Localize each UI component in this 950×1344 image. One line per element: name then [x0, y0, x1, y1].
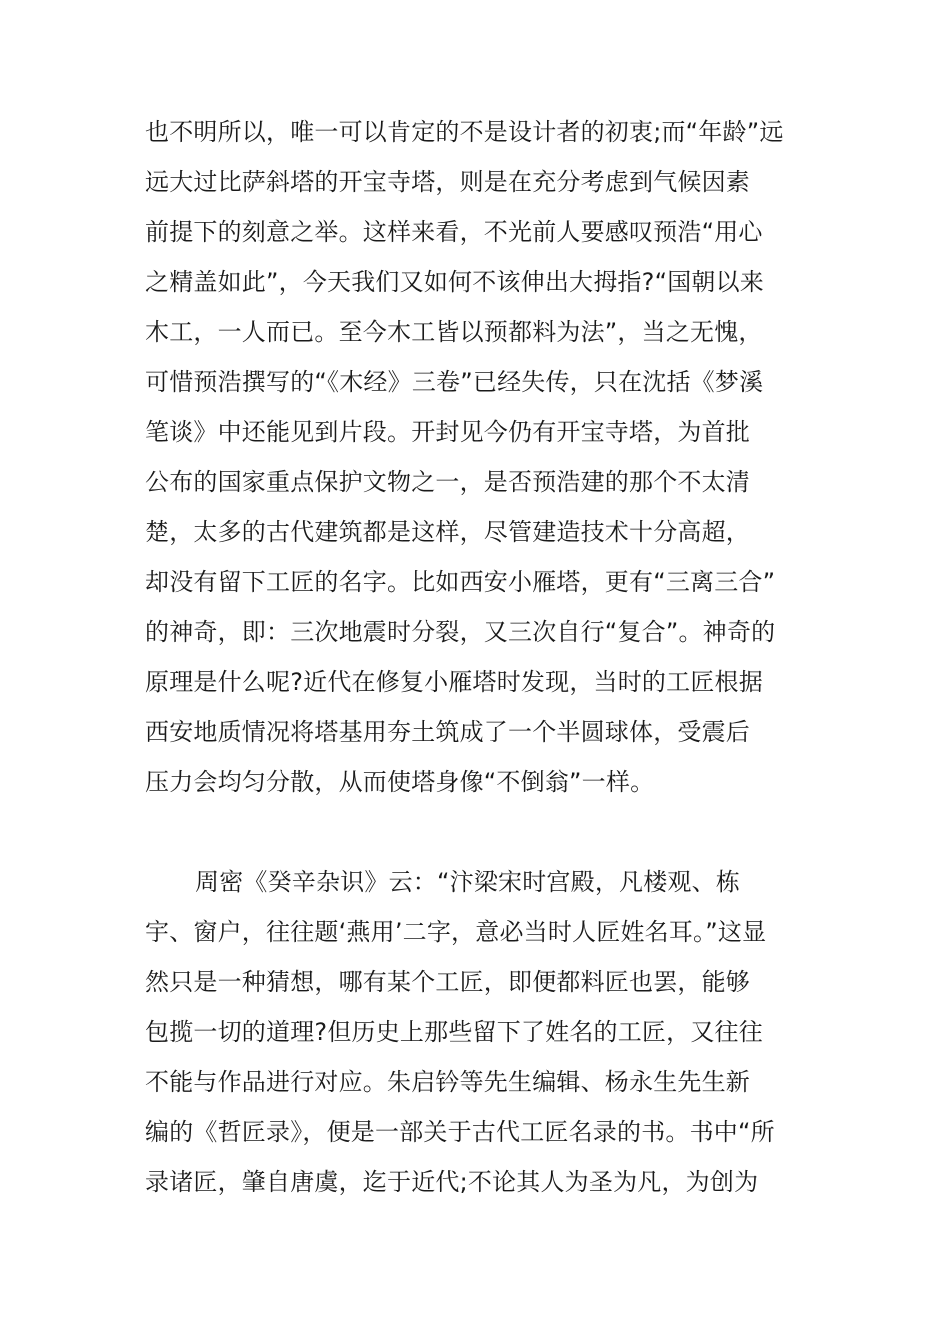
text-line: 可惜预浩撰写的“《木经》三卷”已经失传，只在沈括《梦溪: [145, 368, 764, 396]
text-line: 包揽一切的道理?但历史上那些留下了姓名的工匠，又往往: [145, 1018, 763, 1046]
text-line: 原理是什么呢?近代在修复小雁塔时发现，当时的工匠根据: [145, 668, 763, 696]
text-line: 然只是一种猜想，哪有某个工匠，即便都料匠也罢，能够: [145, 968, 750, 996]
text-line: 木工，一人而已。至今木工皆以预都料为法”，当之无愧，: [145, 318, 763, 346]
text-line: 前提下的刻意之举。这样来看，不光前人要感叹预浩“用心: [145, 218, 763, 246]
text-line: 也不明所以，唯一可以肯定的不是设计者的初衷;而“年龄”远: [145, 118, 784, 146]
text-line: 笔谈》中还能见到片段。开封见今仍有开宝寺塔，为首批: [145, 418, 750, 446]
text-line: 编的《哲匠录》，便是一部关于古代工匠名录的书。书中“所: [145, 1118, 775, 1146]
text-line: 宇、窗户，往往题‘燕用’二字，意必当时人匠姓名耳。”这显: [145, 918, 767, 946]
text-line: 周密《癸辛杂识》云：“汴梁宋时宫殿，凡楼观、栋: [195, 868, 741, 896]
text-line: 楚，太多的古代建筑都是这样，尽管建造技术十分高超，: [145, 518, 750, 546]
text-line: 录诸匠，肇自唐虞，迄于近代;不论其人为圣为凡，为创为: [145, 1168, 759, 1196]
text-line: 不能与作品进行对应。朱启钤等先生编辑、杨永生先生新: [145, 1068, 750, 1096]
text-line: 公布的国家重点保护文物之一，是否预浩建的那个不太清: [145, 468, 750, 496]
text-line: 西安地质情况将塔基用夯土筑成了一个半圆球体，受震后: [145, 718, 750, 746]
text-line: 的神奇，即：三次地震时分裂，又三次自行“复合”。神奇的: [145, 618, 776, 646]
text-line: 却没有留下工匠的名字。比如西安小雁塔，更有“三离三合”: [145, 568, 776, 596]
text-line: 压力会均匀分散，从而使塔身像“不倒翁”一样。: [145, 768, 655, 796]
text-line: 远大过比萨斜塔的开宝寺塔，则是在充分考虑到气候因素: [145, 168, 750, 196]
text-line: 之精盖如此”，今天我们又如何不该伸出大拇指?“国朝以来: [145, 268, 765, 296]
